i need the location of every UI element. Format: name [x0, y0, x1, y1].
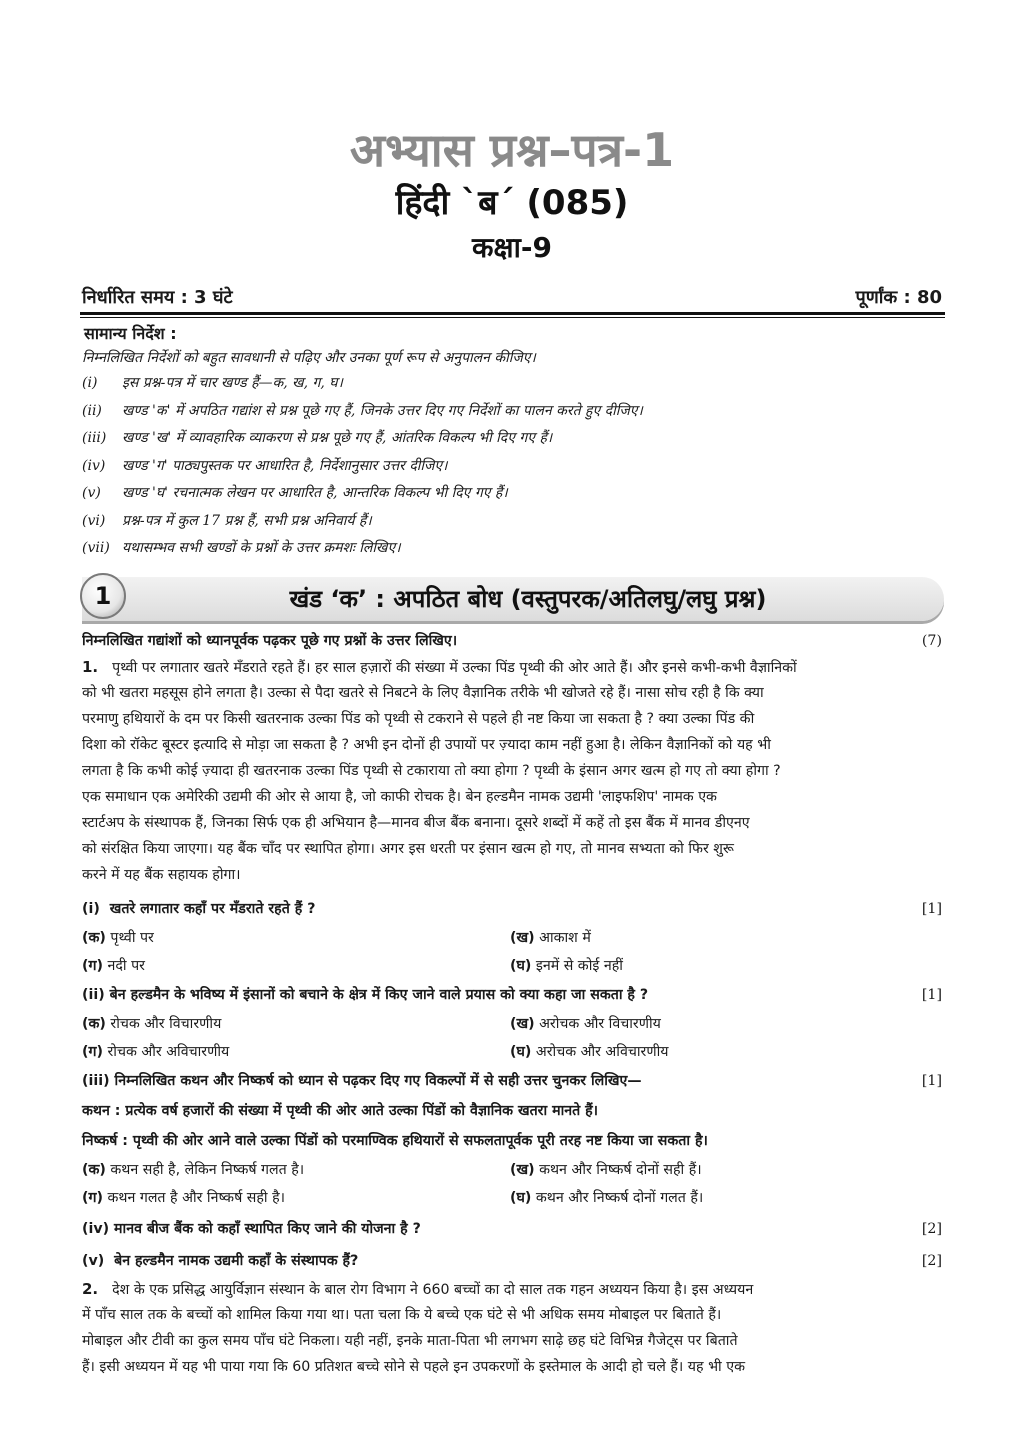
option-key: (ग): [82, 958, 103, 974]
question-text: खतरे लगातार कहाँ पर मँडराते रहते हैं ?: [109, 901, 316, 917]
instruction-item: [82, 535, 942, 563]
instruction-num: (iii): [82, 430, 107, 446]
instruction-item: [82, 453, 942, 481]
option-key: (ख): [510, 930, 535, 946]
question-num: (iii): [82, 1073, 110, 1089]
option-key: (ग): [82, 1044, 103, 1060]
question: [82, 1246, 942, 1276]
option[interactable]: [510, 1156, 702, 1184]
option-row: [82, 1010, 942, 1038]
max-marks: पूर्णांक : 80: [855, 287, 942, 308]
instruction-text: यथासम्भव सभी खण्डों के प्रश्नों के उत्तर क्रमशः लिखिए।: [122, 540, 401, 556]
question: [82, 1066, 942, 1096]
question-text: बेन हल्डमैन नामक उद्यमी कहाँ के संस्थापक हैं?: [114, 1253, 359, 1269]
question-num: (v): [82, 1253, 105, 1269]
option[interactable]: [82, 924, 154, 952]
directive-text: निम्नलिखित गद्यांशों को ध्यानपूर्वक पढ़कर पूछे गए प्रश्नों के उत्तर लिखिए।: [82, 633, 458, 649]
passage-line: परमाणु हथियारों के दम पर किसी खतरनाक उल्का पिंड को पृथ्वी से टकराने से पहले ही नष्ट किया जा सकता है ? क्या उल्का पिंड की: [82, 711, 755, 727]
passage-line: को भी खतरा महसूस होने लगता है। उल्का से पैदा खतरे से निबटने के लिए वैज्ञानिक तरीके भी खोजते रहे हैं। नासा सोच रही है कि क्या: [82, 685, 764, 701]
passage-line: में पाँच साल तक के बच्चों को शामिल किया गया था। पता चला कि ये बच्चे एक घंटे से भी अधिक समय मोबाइल पर बिताते हैं।: [82, 1307, 722, 1323]
question-marks: [2]: [921, 1221, 942, 1237]
instruction-num: (vii): [82, 540, 110, 556]
instruction-text: खण्ड 'घ' रचनात्मक लेखन पर आधारित है, आन्तरिक विकल्प भी दिए गए हैं।: [122, 485, 508, 501]
instruction-text: खण्ड 'ग' पाठ्यपुस्तक पर आधारित है, निर्देशानुसार उत्तर दीजिए।: [122, 457, 448, 474]
option-text: कथन गलत है और निष्कर्ष सही है।: [107, 1190, 286, 1206]
instruction-text: प्रश्न-पत्र में कुल 17 प्रश्न हैं, सभी प्रश्न अनिवार्य हैं।: [122, 512, 372, 529]
option-key: (ख): [510, 1162, 535, 1178]
option[interactable]: [510, 1184, 703, 1212]
option-text: नदी पर: [107, 958, 145, 974]
paper-title: अभ्यास प्रश्न–पत्र-1: [349, 123, 675, 177]
header-divider-thin: [80, 317, 945, 318]
section-number-badge: 1: [80, 573, 126, 619]
option-key: (ख): [510, 1016, 535, 1032]
instructions-intro: निम्नलिखित निर्देशों को बहुत सावधानी से पढ़िए और उनका पूर्ण रूप से अनुपालन कीजिए।: [82, 350, 536, 366]
instruction-text: खण्ड 'ख' में व्यावहारिक व्याकरण से प्रश्न पूछे गए हैं, आंतरिक विकल्प भी दिए गए हैं।: [122, 430, 553, 446]
question-text: बेन हल्डमैन के भविष्य में इंसानों को बचाने के क्षेत्र में किए जाने वाले प्रयास को क्या कहा जा सकता है ?: [109, 987, 649, 1003]
instruction-text: खण्ड 'क' में अपठित गद्यांश से प्रश्न पूछे गए हैं, जिनके उत्तर दिए गए निर्देशों का पालन करते हुए दीजिए।: [122, 402, 643, 419]
option-key: (क): [82, 1162, 106, 1178]
subject-title: हिंदी `ब´ (085): [395, 183, 629, 223]
option[interactable]: [510, 952, 623, 980]
passage-number: 1.: [82, 658, 99, 676]
passage-line: [82, 654, 942, 680]
question-text: मानव बीज बैंक को कहाँ स्थापित किए जाने की योजना है ?: [114, 1221, 421, 1237]
question: [82, 1212, 942, 1246]
option[interactable]: [82, 1010, 221, 1038]
option-key: (ग): [82, 1190, 103, 1206]
option-key: (घ): [510, 958, 532, 974]
option-text: अरोचक और विचारणीय: [539, 1016, 661, 1032]
instructions-heading: सामान्य निर्देश :: [84, 324, 177, 343]
passage-line: स्टार्टअप के संस्थापक हैं, जिनका सिर्फ एक ही अभियान है—मानव बीज बैंक बनाना। दूसरे शब्दों में कहें तो इस बैंक में मानव डीएनए: [82, 815, 750, 831]
passage-line: दिशा को रॉकेट बूस्टर इत्यादि से मोड़ा जा सकता है ? अभी इन दोनों ही उपायों पर ज़्यादा काम नहीं हुआ है। लेकिन वैज्ञानिकों को यह भी: [82, 737, 771, 753]
section-content: [82, 628, 942, 1380]
instruction-num: (v): [82, 485, 101, 501]
directive: [82, 628, 942, 654]
option-text: इनमें से कोई नहीं: [535, 958, 623, 974]
section-title: खंड ‘क’ : अपठित बोध (वस्तुपरक/अतिलघु/लघु प्रश्न): [289, 585, 767, 613]
option-key: (घ): [510, 1190, 532, 1206]
exam-meta: [82, 285, 942, 311]
passage-line: करने में यह बैंक सहायक होगा।: [82, 867, 241, 883]
option-key: (क): [82, 1016, 106, 1032]
directive-marks: (7): [921, 633, 942, 649]
option-text: अरोचक और अविचारणीय: [535, 1044, 669, 1060]
passage-2: [82, 1276, 942, 1380]
passage-line: को संरक्षित किया जाएगा। यह बैंक चाँद पर स्थापित होगा। अगर इस धरती पर इंसान खत्म हो गए, तो मानव सभ्यता को फिर शुरू: [82, 841, 734, 857]
conclusion: निष्कर्ष : पृथ्वी की ओर आने वाले उल्का पिंडों को परमाण्विक हथियारों से सफलतापूर्वक पूरी तरह नष्ट किया जा सकता है।: [82, 1133, 708, 1149]
question-marks: [1]: [921, 1073, 942, 1089]
option[interactable]: [510, 924, 591, 952]
option-text: कथन और निष्कर्ष दोनों गलत हैं।: [535, 1190, 704, 1206]
passage-text: पृथ्वी पर लगातार खतरे मँडराते रहते हैं। हर साल हज़ारों की संख्या में उल्का पिंड पृथ्वी की ओर आते हैं। और इनसे कभी-कभी वैज्ञानिकों: [112, 660, 797, 676]
instruction-text: इस प्रश्न-पत्र में चार खण्ड हैं—क, ख, ग, घ।: [122, 375, 343, 391]
option[interactable]: [510, 1038, 668, 1066]
option-text: कथन सही है, लेकिन निष्कर्ष गलत है।: [110, 1162, 305, 1178]
option-row: [82, 1156, 942, 1184]
option-text: रोचक और विचारणीय: [110, 1016, 222, 1032]
question-marks: [1]: [921, 987, 942, 1003]
time-allowed: निर्धारित समय : 3 घंटे: [82, 287, 233, 308]
question-num: (i): [82, 901, 100, 917]
option-text: रोचक और अविचारणीय: [107, 1044, 230, 1060]
question-marks: [2]: [921, 1253, 942, 1269]
option-text: पृथ्वी पर: [110, 930, 154, 946]
instruction-item: [82, 370, 942, 398]
passage-line: लगता है कि कभी कोई ज़्यादा ही खतरनाक उल्का पिंड पृथ्वी से टकाराया तो क्या होगा ? पृथ्वी के इंसान अगर खत्म हो गए तो क्या होगा ?: [82, 763, 781, 779]
passage-line: मोबाइल और टीवी का कुल समय पाँच घंटे निकला। यही नहीं, इनके माता-पिता भी लगभग साढ़े छह घंटे विभिन्न गैजेट्स पर बिताते: [82, 1333, 738, 1349]
option-row: [82, 952, 942, 980]
option[interactable]: [82, 1156, 304, 1184]
option-row: [82, 1038, 942, 1066]
instruction-num: (ii): [82, 402, 102, 419]
option-row: [82, 1184, 942, 1212]
section-banner: [82, 577, 944, 621]
question-text: निम्नलिखित कथन और निष्कर्ष को ध्यान से पढ़कर दिए गए विकल्पों में से सही उत्तर चुनकर लिखिए—: [114, 1073, 642, 1089]
option[interactable]: [82, 1038, 229, 1066]
passage-1: [82, 654, 942, 888]
question-num: (iv): [82, 1221, 110, 1237]
statement: कथन : प्रत्येक वर्ष हजारों की संख्या में पृथ्वी की ओर आते उल्का पिंडों को वैज्ञानिक खतरा मानते हैं।: [82, 1103, 599, 1119]
question-num: (ii): [82, 987, 105, 1003]
passage-number: 2.: [82, 1280, 99, 1298]
passage-line: हैं। इसी अध्ययन में यह भी पाया गया कि 60 प्रतिशत बच्चे सोने से पहले इन उपकरणों के इस्तेमाल के आदी हो चले हैं। यह भी एक: [82, 1359, 745, 1375]
option-key: (क): [82, 930, 106, 946]
instruction-num: (vi): [82, 512, 106, 529]
option-text: कथन और निष्कर्ष दोनों सही हैं।: [539, 1162, 702, 1178]
passage-text: देश के एक प्रसिद्ध आयुर्विज्ञान संस्थान के बाल रोग विभाग ने 660 बच्चों का दो साल तक गहन अध्ययन किया है। इस अध्ययन: [112, 1282, 754, 1298]
option-text: आकाश में: [539, 930, 591, 946]
instruction-item: [82, 508, 942, 536]
option-key: (घ): [510, 1044, 532, 1060]
question-marks: [1]: [921, 901, 942, 917]
option[interactable]: [82, 1184, 285, 1212]
instruction-num: (iv): [82, 457, 106, 474]
option[interactable]: [82, 952, 145, 980]
question: [82, 980, 942, 1010]
instruction-item: [82, 398, 942, 426]
header-divider: [80, 312, 945, 315]
instruction-item: [82, 480, 942, 508]
option-row: [82, 924, 942, 952]
general-instructions: [82, 322, 942, 563]
instruction-num: (i): [82, 375, 98, 391]
passage-line: [82, 1276, 942, 1302]
question: [82, 894, 942, 924]
passage-line: एक समाधान एक अमेरिकी उद्यमी की ओर से आया है, जो काफी रोचक है। बेन हल्डमैन नामक उद्यमी 'लाइफशिप' नामक एक: [82, 789, 717, 805]
option[interactable]: [510, 1010, 661, 1038]
class-title: कक्षा-9: [472, 231, 552, 264]
instruction-item: [82, 425, 942, 453]
